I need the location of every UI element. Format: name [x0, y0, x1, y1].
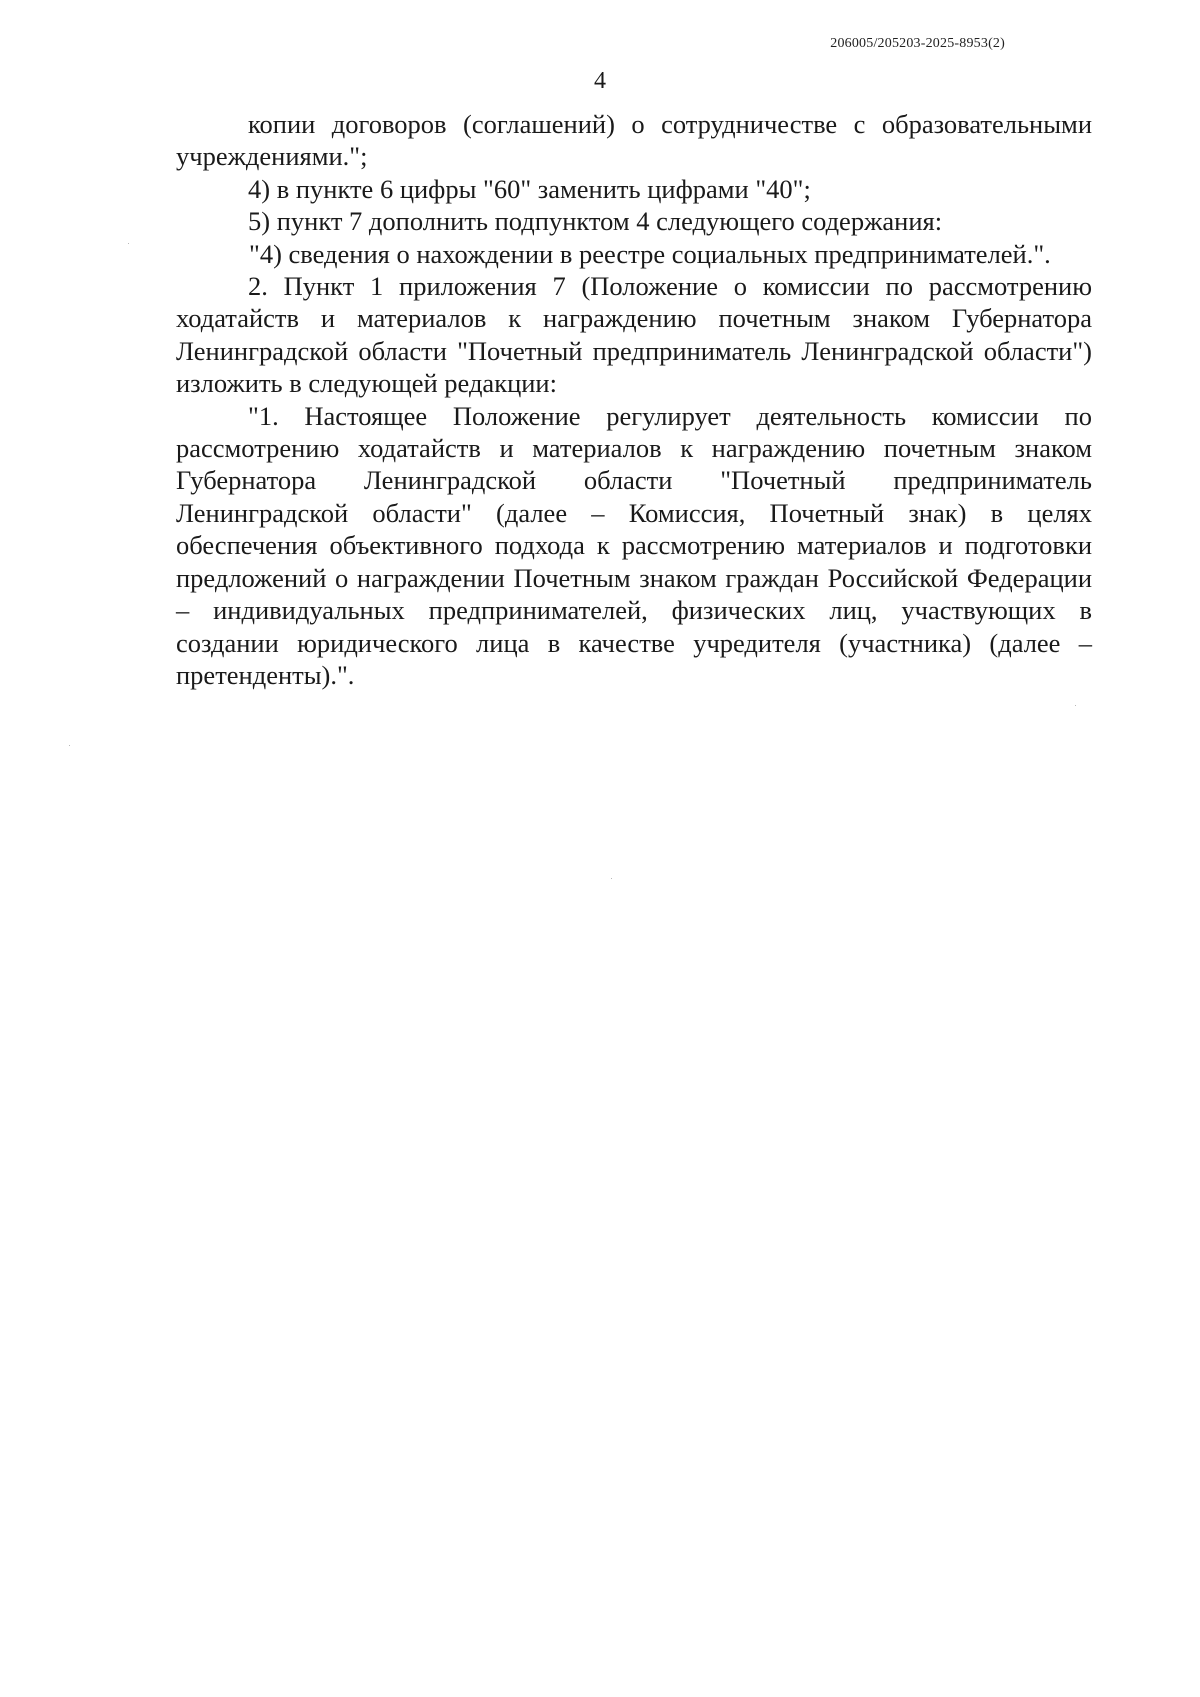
scan-speck	[128, 243, 129, 244]
paragraph-section-2-appendix-7: 2. Пункт 1 приложения 7 (Положение о комиссии по рассмотрению ходатайств и материалов к награждению почетным знаком Губернатора Ленинградской области "Почетный предприниматель Ленинградской области") изложить в следующей редакции:	[176, 271, 1092, 399]
paragraph-subitem-4-registry: "4) сведения о нахождении в реестре социальных предпринимателей.".	[249, 238, 1051, 269]
scan-speck	[1075, 705, 1076, 706]
scan-speck	[69, 745, 70, 746]
paragraph-item-4-point-6: 4) в пункте 6 цифры "60" заменить цифрами "40";	[248, 173, 811, 204]
paragraph-item-5-point-7: 5) пункт 7 дополнить подпунктом 4 следующего содержания:	[248, 206, 943, 237]
document-reference-number: 206005/205203-2025-8953(2)	[830, 36, 1005, 51]
document-body	[176, 108, 1092, 691]
paragraph-agreements-copies: копии договоров (соглашений) о сотрудничестве с образовательными учреждениями.";	[176, 109, 1092, 172]
scan-speck	[611, 878, 612, 879]
page-number: 4	[594, 68, 606, 94]
paragraph-regulation-point-1: "1. Настоящее Положение регулирует деятельность комиссии по рассмотрению ходатайств и материалов к награждению почетным знаком Губернатора Ленинградской области "Почетный предприниматель Ленинградской области" (далее – Комиссия, Почетный знак) в целях обеспечения объективного подхода к рассмотрению материалов и подготовки предложений о награждении Почетным знаком граждан Российской Федерации – индивидуальных предпринимателей, физических лиц, участвующих в создании юридического лица в качестве учредителя (участника) (далее – претенденты).".	[176, 400, 1092, 690]
